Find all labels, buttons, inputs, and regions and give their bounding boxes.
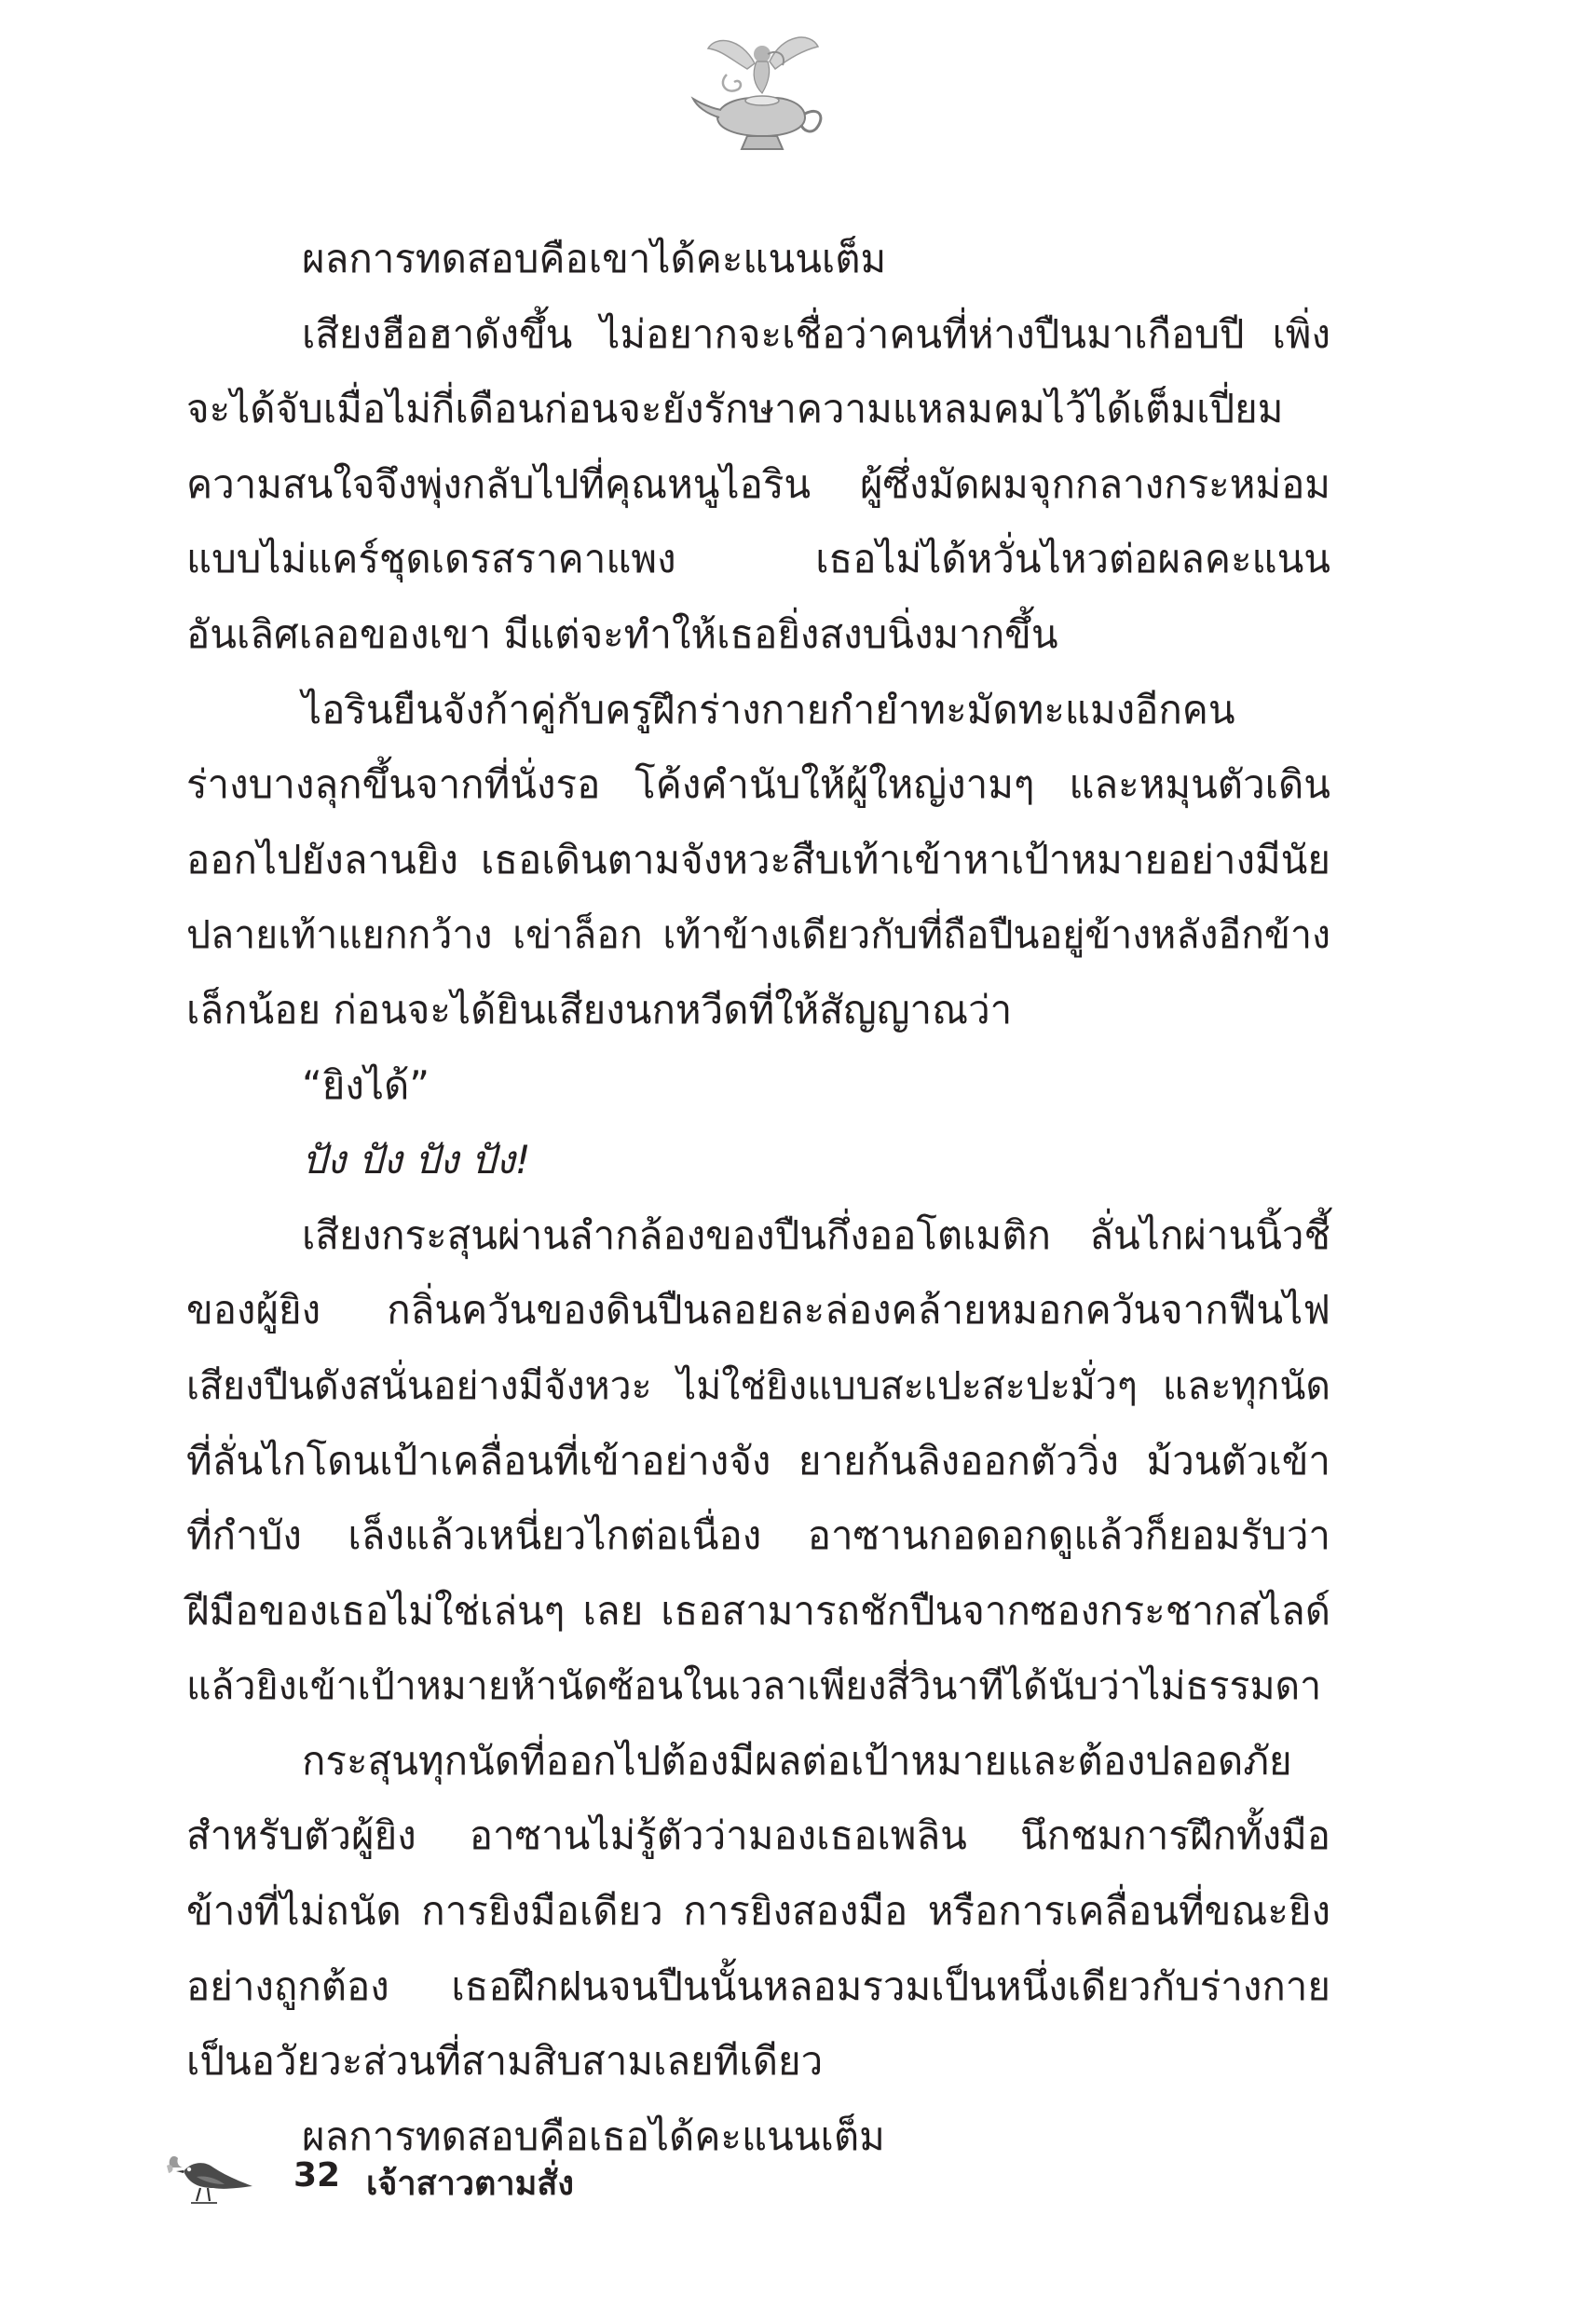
text-line: ข้างที่ไม่ถนัด การยิงมือเดียว การยิงสองมือ หรือการเคลื่อนที่ขณะยิง <box>186 1888 1330 1935</box>
text-line: แบบไม่แคร์ชุดเดรสราคาแพง เธอไม่ได้หวั่นไหวต่อผลคะแนน <box>186 536 1330 582</box>
text-line: ปลายเท้าแยกกว้าง เข่าล็อก เท้าข้างเดียวกับที่ถือปืนอยู่ข้างหลังอีกข้าง <box>186 912 1330 958</box>
text-line: เสียงฮือฮาดังขึ้น ไม่อยากจะเชื่อว่าคนที่ห่างปืนมาเกือบปี เพิ่ง <box>302 310 1330 357</box>
text-line: ออกไปยังลานยิง เธอเดินตามจังหวะสืบเท้าเข้าหาเป้าหมายอย่างมีนัย <box>186 836 1330 882</box>
fairy-teapot-icon <box>689 28 829 158</box>
text-line: เสียงปืนดังสนั่นอย่างมีจังหวะ ไม่ใช่ยิงแบบสะเปะสะปะมั่วๆ และทุกนัด <box>186 1362 1330 1408</box>
text-line: ที่กำบัง เล็งแล้วเหนี่ยวไกต่อเนื่อง อาซานกอดอกดูแล้วก็ยอมรับว่า <box>186 1512 1330 1559</box>
text-line: ฝีมือของเธอไม่ใช่เล่นๆ เลย เธอสามารถชักปืนจากซองกระชากสไลด์ <box>186 1587 1330 1634</box>
text-line: ความสนใจจึงพุ่งกลับไปที่คุณหนูไอริน ผู้ซึ่งมัดผมจุกกลางกระหม่อม <box>186 460 1330 507</box>
text-line: กระสุนทุกนัดที่ออกไปต้องมีผลต่อเป้าหมายและต้องปลอดภัย <box>302 1737 1292 1784</box>
text-line: เป็นอวัยวะส่วนที่สามสิบสามเลยทีเดียว <box>186 2038 824 2085</box>
text-line: อย่างถูกต้อง เธอฝึกฝนจนปืนนั้นหลอมรวมเป็นหนึ่งเดียวกับร่างกาย <box>186 1962 1330 2009</box>
body-text <box>186 222 1330 2174</box>
text-line: เสียงกระสุนผ่านลำกล้องของปืนกึ่งออโตเมติก ลั่นไกผ่านนิ้วชี้ <box>302 1211 1330 1258</box>
text-line: เล็กน้อย ก่อนจะได้ยินเสียงนกหวีดที่ให้สัญญาณว่า <box>186 986 1013 1032</box>
text-line: “ยิงได้” <box>302 1061 430 1108</box>
text-line: ที่ลั่นไกโดนเป้าเคลื่อนที่เข้าอย่างจัง ยายก้นลิงออกตัววิ่ง ม้วนตัวเข้า <box>186 1437 1330 1484</box>
text-line: ของผู้ยิง กลิ่นควันของดินปืนลอยละล่องคล้ายหมอกควันจากฟืนไฟ <box>186 1287 1330 1333</box>
text-line: ผลการทดสอบคือเขาได้คะแนนเต็ม <box>302 236 887 281</box>
bird-icon <box>163 2140 256 2214</box>
page-number: 32 <box>293 2156 341 2195</box>
text-line: ร่างบางลุกขึ้นจากที่นั่งรอ โค้งคำนับให้ผู้ใหญ่งามๆ และหมุนตัวเดิน <box>186 761 1330 808</box>
text-line: แล้วยิงเข้าเป้าหมายห้านัดซ้อนในเวลาเพียงสี่วินาทีได้นับว่าไม่ธรรมดา <box>186 1663 1322 1709</box>
text-line: สำหรับตัวผู้ยิง อาซานไม่รู้ตัวว่ามองเธอเพลิน นึกชมการฝึกทั้งมือ <box>186 1812 1330 1859</box>
text-line: อันเลิศเลอของเขา มีแต่จะทำให้เธอยิ่งสงบนิ่งมากขึ้น <box>186 610 1058 657</box>
text-line: ปัง ปัง ปัง ปัง! <box>302 1137 531 1183</box>
text-line: ผลการทดสอบคือเธอได้คะแนนเต็ม <box>302 2113 885 2159</box>
book-title: เจ้าสาวตามสั่ง <box>366 2165 574 2203</box>
text-line: ไอรินยืนจังก้าคู่กับครูฝึกร่างกายกำยำทะมัดทะแมงอีกคน <box>302 686 1235 732</box>
text-line: จะได้จับเมื่อไม่กี่เดือนก่อนจะยังรักษาความแหลมคมไว้ได้เต็มเปี่ยม <box>186 386 1284 432</box>
